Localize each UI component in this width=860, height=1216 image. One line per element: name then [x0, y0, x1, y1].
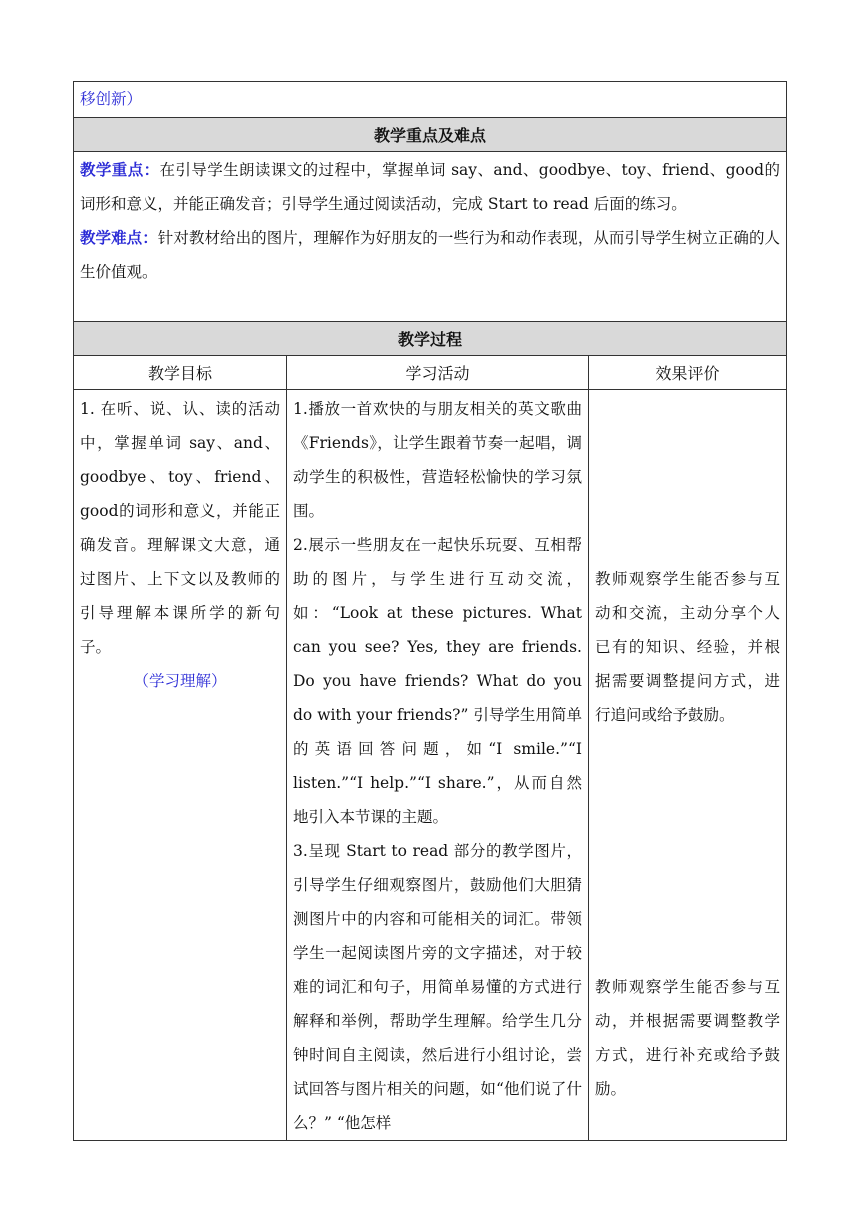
focus-header-row	[74, 118, 787, 152]
goal-cell	[74, 390, 287, 1141]
key-point-label: 教学重点：	[80, 160, 160, 179]
continuation-text: 移创新）	[80, 90, 143, 108]
activity-item-1: 1.播放一首欢快的与朋友相关的英文歌曲《Friends》，让学生跟着节奏一起唱，调动学生的积极性，营造轻松愉快的学习氛围。	[293, 400, 582, 520]
focus-section-title: 教学重点及难点	[74, 118, 787, 152]
process-header-row	[74, 322, 787, 356]
difficult-point-paragraph	[80, 221, 780, 289]
difficult-point-text: 针对教材给出的图片，理解作为好朋友的一些行为和动作表现，从而引导学生树立正确的人生价值观。	[80, 229, 781, 281]
column-header-evaluation: 效果评价	[589, 356, 787, 390]
difficult-point-label: 教学难点：	[80, 228, 158, 247]
key-point-paragraph	[80, 153, 780, 221]
process-section-title: 教学过程	[74, 322, 787, 356]
focus-body-row	[74, 152, 787, 322]
key-point-text: 在引导学生朗读课文的过程中，掌握单词 say、and、goodbye、toy、friend、good的词形和意义，并能正确发音；引导学生通过阅读活动，完成 Start to read 后面的练习。	[80, 161, 780, 213]
evaluation-cell	[589, 390, 787, 1141]
column-header-activity: 学习活动	[287, 356, 589, 390]
evaluation-item-1: 教师观察学生能否参与互动和交流，主动分享个人已有的知识、经验，并根据需要调整提问方式，进行追问或给予鼓励。	[595, 570, 781, 724]
continuation-row	[74, 82, 787, 118]
column-header-goal: 教学目标	[74, 356, 287, 390]
process-body-row	[74, 390, 787, 1141]
goal-text: 1. 在听、说、认、读的活动中，掌握单词 say、and、goodbye、toy、friend、good的词形和意义，并能正确发音。理解课文大意，通过图片、上下文以及教师的引导理解本课所学的新句子。	[80, 400, 280, 656]
lesson-plan-table	[73, 81, 787, 1141]
activity-cell	[287, 390, 589, 1141]
column-header-row	[74, 356, 787, 390]
activity-item-3: 3.呈现 Start to read 部分的教学图片，引导学生仔细观察图片，鼓励他们大胆猜测图片中的内容和可能相关的词汇。带领学生一起阅读图片旁的文字描述，对于较难的词汇和句子，用简单易懂的方式进行解释和举例，帮助学生理解。给学生几分钟时间自主阅读，然后进行小组讨论，尝试回答与图片相关的问题，如“他们说了什么？” “他怎样	[293, 842, 582, 1132]
goal-tag: （学习理解）	[133, 672, 227, 690]
evaluation-item-2: 教师观察学生能否参与互动，并根据需要调整教学方式，进行补充或给予鼓励。	[595, 978, 781, 1098]
activity-item-2: 2.展示一些朋友在一起快乐玩耍、互相帮助的图片，与学生进行互动交流，如：“Look at these pictures. What can you see? Yes, they are friends. Do you have friends? What do you do with your friends?” 引导学生用简单的英语回答问题，如“I smile.”“I listen.”“I help.”“I share.”，从而自然地引入本节课的主题。	[293, 536, 582, 826]
